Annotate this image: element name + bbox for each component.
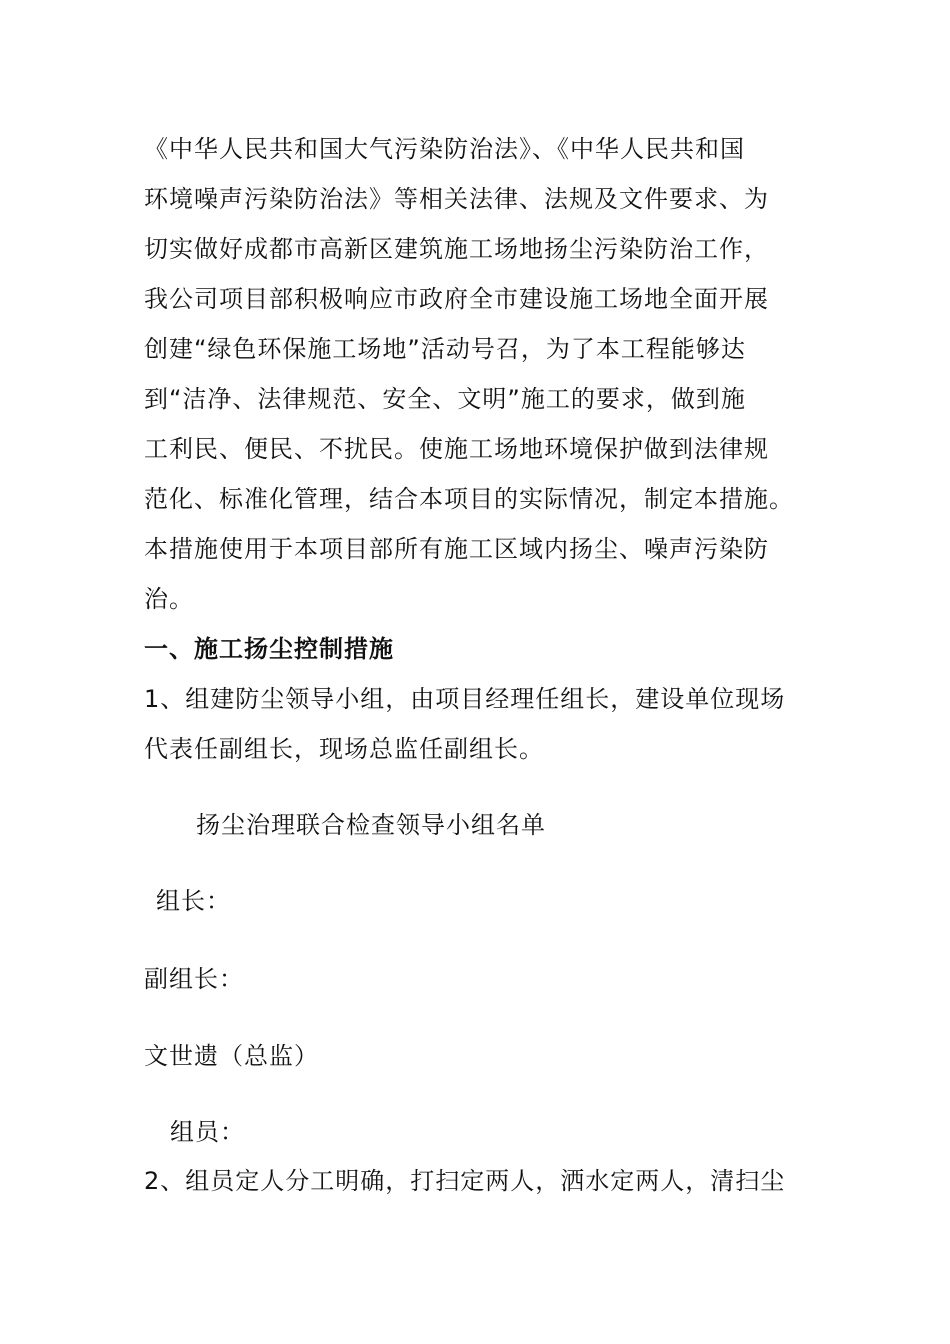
deputy-name: 文世遗（总监）: [144, 1042, 319, 1070]
intro-line-4: 我公司项目部积极响应市政府全市建设施工场地全面开展: [144, 285, 769, 313]
item2-line: 2、组员定人分工明确，打扫定两人，洒水定两人，清扫尘: [144, 1167, 786, 1195]
member-label: 组员：: [170, 1118, 245, 1146]
intro-line-9: 本措施使用于本项目部所有施工区域内扬尘、噪声污染防: [144, 535, 769, 563]
intro-line-7: 工利民、便民、不扰民。使施工场地环境保护做到法律规: [144, 435, 769, 463]
intro-line-5: 创建“绿色环保施工场地”活动号召，为了本工程能够达: [144, 335, 746, 363]
leader-label: 组长：: [156, 887, 231, 915]
intro-line-3: 切实做好成都市高新区建筑施工场地扬尘污染防治工作，: [144, 235, 769, 263]
item1-line-2: 代表任副组长，现场总监任副组长。: [144, 735, 544, 763]
list-title: 扬尘治理联合检查领导小组名单: [196, 811, 546, 839]
item1-line-1: 1、组建防尘领导小组，由项目经理任组长，建设单位现场: [144, 685, 786, 713]
intro-line-8: 范化、标准化管理，结合本项目的实际情况，制定本措施。: [144, 485, 794, 513]
section-heading: 一、施工扬尘控制措施: [144, 635, 394, 663]
intro-line-10: 治。: [144, 585, 194, 613]
deputy-label: 副组长：: [144, 965, 244, 993]
intro-line-6: 到“洁净、法律规范、安全、文明”施工的要求，做到施: [144, 385, 746, 413]
intro-line-1: 《中华人民共和国大气污染防治法》、《中华人民共和国: [144, 135, 745, 163]
intro-line-2: 环境噪声污染防治法》等相关法律、法规及文件要求、为: [144, 185, 769, 213]
